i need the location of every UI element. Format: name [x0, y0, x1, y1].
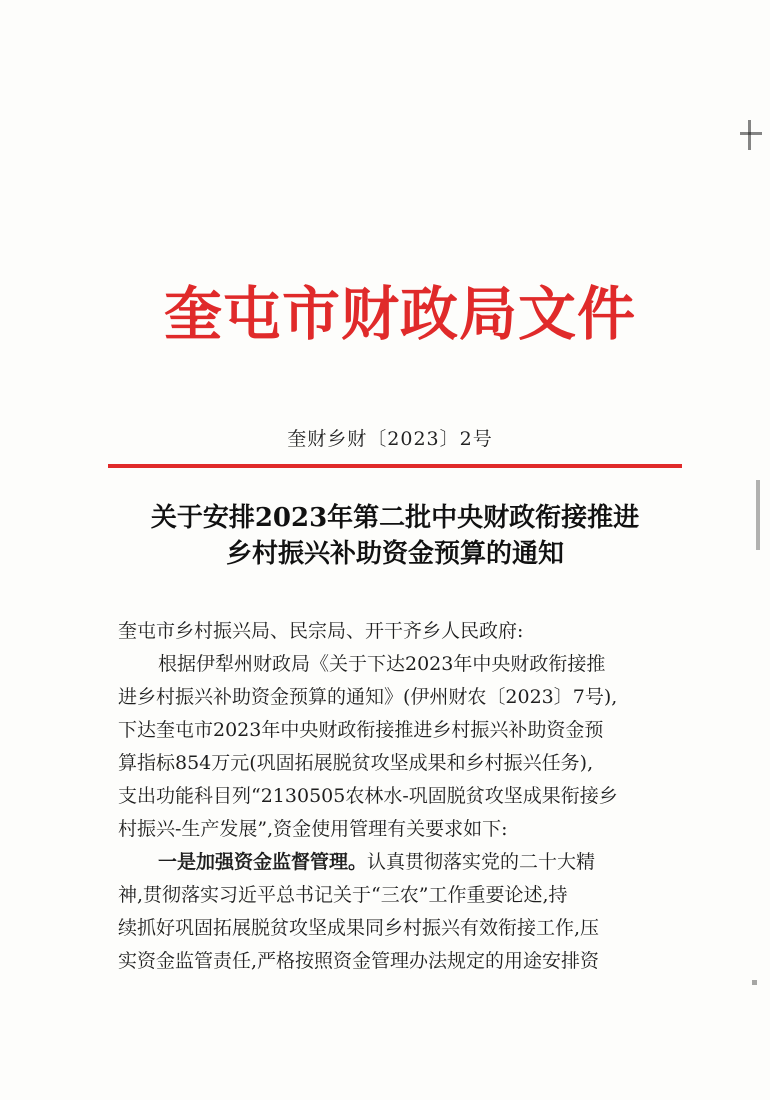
paragraph-line: 神,贯彻落实习近平总书记关于“三农”工作重要论述,持: [118, 884, 568, 906]
notice-title-line-1: 关于安排2023年第二批中央财政衔接推进: [150, 503, 640, 533]
paragraph-line: [118, 846, 678, 879]
paragraph-line: 下达奎屯市2023年中央财政衔接推进乡村振兴补助资金预: [118, 719, 604, 741]
notice-body: [118, 615, 678, 978]
scan-artifact: [740, 132, 762, 135]
red-divider-line: [108, 464, 682, 468]
document-number: 奎财乡财〔2023〕2号: [287, 428, 493, 450]
issuing-authority-title: 奎屯市财政局文件: [163, 280, 636, 348]
paragraph-line: 村振兴-生产发展”,资金使用管理有关要求如下:: [118, 818, 508, 840]
scan-artifact: [748, 120, 751, 150]
paragraph-line: 算指标854万元(巩固拓展脱贫攻坚成果和乡村振兴任务),: [118, 752, 594, 774]
addressee-line: 奎屯市乡村振兴局、民宗局、开干齐乡人民政府:: [118, 620, 524, 642]
scan-artifact: [752, 980, 757, 985]
notice-title-line-2: 乡村振兴补助资金预算的通知: [225, 539, 564, 569]
paragraph-line: 进乡村振兴补助资金预算的通知》(伊州财农〔2023〕7号),: [118, 686, 618, 708]
scan-artifact: [756, 480, 760, 550]
section-heading: 一是加强资金监督管理。: [158, 851, 368, 873]
paragraph-line: 支出功能科目列“2130505农林水-巩固脱贫攻坚成果衔接乡: [118, 785, 618, 807]
notice-title: [100, 500, 690, 572]
paragraph-line: 根据伊犁州财政局《关于下达2023年中央财政衔接推: [158, 653, 606, 675]
paragraph-text: 认真贯彻落实党的二十大精: [367, 851, 596, 873]
paragraph-line: 实资金监管责任,严格按照资金管理办法规定的用途安排资: [118, 950, 600, 972]
paragraph-line: 续抓好巩固拓展脱贫攻坚成果同乡村振兴有效衔接工作,压: [118, 917, 600, 939]
